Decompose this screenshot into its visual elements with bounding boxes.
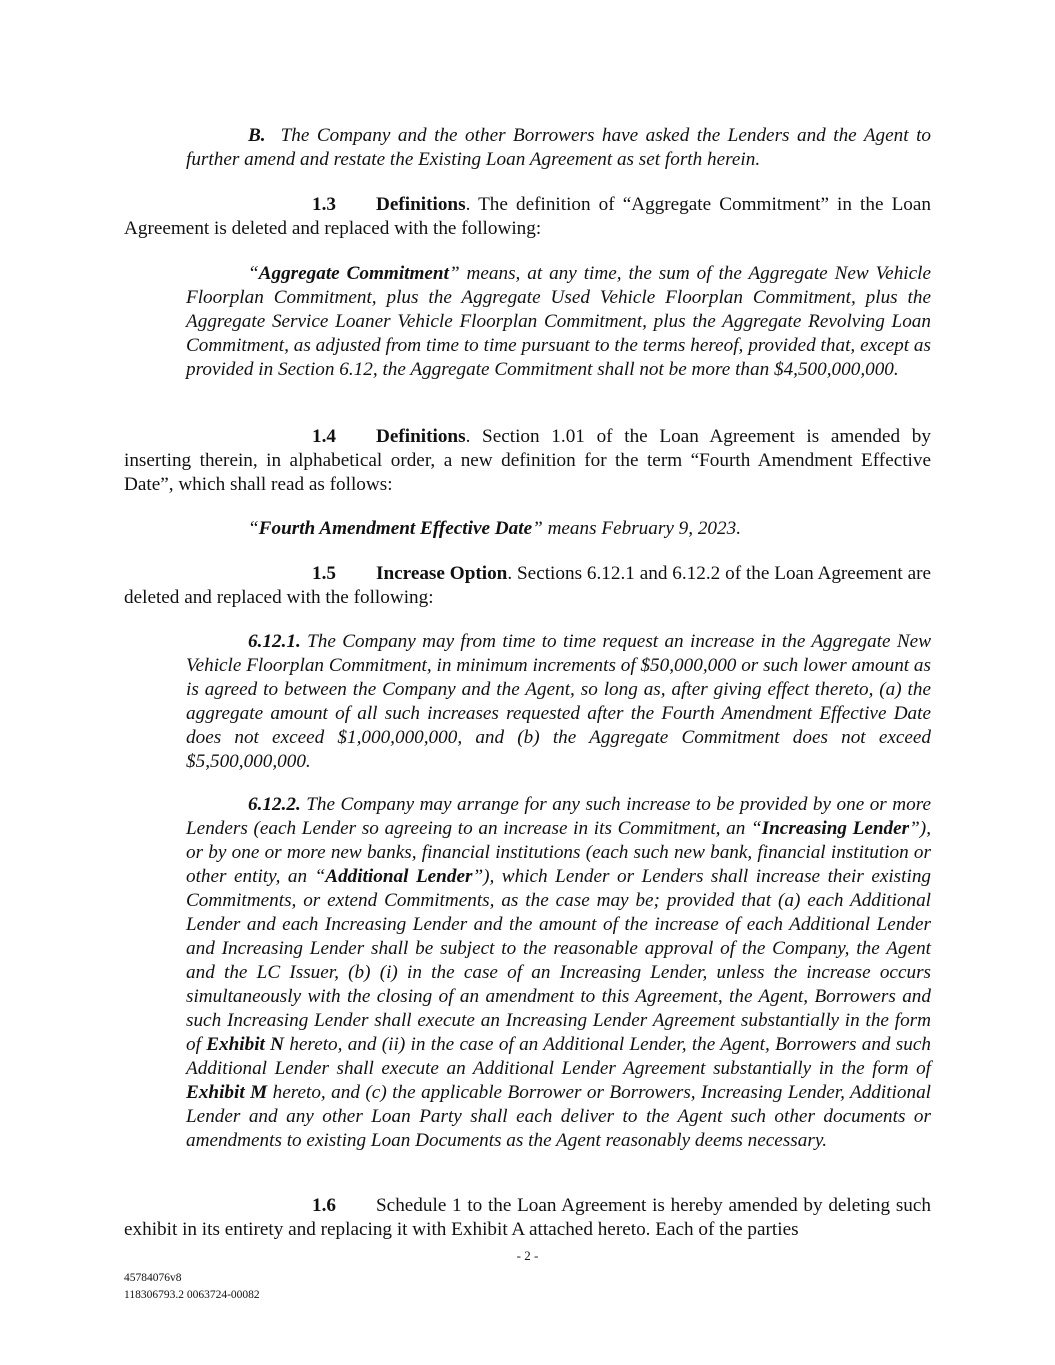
section-6-12-2-text-3: ”), which Lender or Lenders shall increase their existing Commitments, or extend Commitments, as the case may be; provided that (a) each Additional Lender and each Increasing Lender and the amount of the increase of each Additional Lender and Increasing Lender shall be subject to the reasonable approval of the Company, the Agent and the LC Issuer, (b) (i) in the case of an Increasing Lender, unless the increase occurs simultaneously with the closing of an amendment to this Agreement, the Agent, Borrowers and such Increasing Lender shall execute an Increasing Lender Agreement substantially in the form of	[186, 866, 932, 1055]
section-6-12-2-text-2: ”), or by one or more new banks, financial institutions (each such new bank, financial institution or other entity, an “	[186, 818, 931, 887]
defined-term-fourth-amendment-date: Fourth Amendment Effective Date	[258, 518, 533, 539]
open-quote: “	[248, 263, 259, 284]
document-id-primary: 45784076v8	[124, 1272, 182, 1284]
recital-b-text: The Company and the other Borrowers have asked the Lenders and the Agent to further amend and restate the Existing Loan Agreement as set forth herein.	[186, 125, 931, 170]
section-6-12-1	[186, 630, 931, 774]
exhibit-n-reference: Exhibit N	[206, 1034, 285, 1055]
recital-b	[186, 124, 931, 172]
section-1-6-number: 1.6	[312, 1195, 336, 1216]
section-1-3-heading: Definitions	[376, 194, 466, 215]
defined-term-additional-lender: Additional Lender	[325, 866, 473, 887]
page-number: - 2 -	[516, 1248, 539, 1263]
section-6-12-2	[186, 793, 931, 1153]
section-6-12-2-text-1: The Company may arrange for any such increase to be provided by one or more Lenders (each Lender so agreeing to an increase in its Commitment, an “	[186, 794, 931, 839]
open-quote: “	[248, 518, 259, 539]
section-6-12-2-text-5: hereto, and (c) the applicable Borrower or Borrowers, Increasing Lender, Additional Lender and any other Loan Party shall each deliver to the Agent such other documents or amendments to existing Loan Documents as the Agent reasonably deems necessary.	[186, 1082, 931, 1151]
definition-fourth-text: means February 9, 2023.	[542, 518, 742, 539]
section-1-3-text: . The definition of “Aggregate Commitment” in the Loan Agreement is deleted and replaced with the following:	[124, 194, 931, 239]
section-1-5	[124, 562, 931, 610]
section-1-4	[124, 425, 931, 497]
section-1-4-number: 1.4	[312, 426, 336, 447]
close-quote: ”	[532, 518, 543, 539]
defined-term-increasing-lender: Increasing Lender	[761, 818, 910, 839]
section-1-6	[124, 1194, 931, 1242]
section-1-5-number: 1.5	[312, 563, 336, 584]
section-1-4-heading: Definitions	[376, 426, 466, 447]
section-1-3	[124, 193, 931, 241]
exhibit-m-reference: Exhibit M	[186, 1082, 268, 1103]
section-1-5-heading: Increase Option	[376, 563, 508, 584]
section-1-6-text: Schedule 1 to the Loan Agreement is hereby amended by deleting such exhibit in its entirety and replacing it with Exhibit A attached hereto. Each of the parties	[124, 1195, 931, 1240]
definition-aggregate-commitment	[186, 262, 931, 382]
section-1-5-text: . Sections 6.12.1 and 6.12.2 of the Loan Agreement are deleted and replaced with the following:	[124, 563, 931, 608]
definition-aggregate-text: means, at any time, the sum of the Aggregate New Vehicle Floorplan Commitment, plus the Aggregate Used Vehicle Floorplan Commitment, plus the Aggregate Service Loaner Vehicle Floorplan Commitment, plus the Aggregate Revolving Loan Commitment, as adjusted from time to time pursuant to the terms hereof, provided that, except as provided in Section 6.12, the Aggregate Commitment shall not be more than $4,500,000,000.	[186, 263, 931, 380]
section-6-12-2-text-4: hereto, and (ii) in the case of an Additional Lender, the Agent, Borrowers and such Additional Lender shall execute an Additional Lender Agreement substantially in the form of	[186, 1034, 931, 1079]
section-1-4-text: . Section 1.01 of the Loan Agreement is amended by inserting therein, in alphabetical order, a new definition for the term “Fourth Amendment Effective Date”, which shall read as follows:	[124, 426, 931, 495]
close-quote: ”	[448, 263, 460, 284]
recital-b-letter: B.	[248, 125, 266, 146]
section-1-3-number: 1.3	[312, 194, 336, 215]
document-id-secondary: 118306793.2 0063724-00082	[124, 1289, 260, 1301]
section-6-12-1-text: The Company may from time to time request an increase in the Aggregate New Vehicle Floorplan Commitment, in minimum increments of $50,000,000 or such lower amount as is agreed to between the Company and the Agent, so long as, after giving effect thereto, (a) the aggregate amount of all such increases requested after the Fourth Amendment Effective Date does not exceed $1,000,000,000, and (b) the Aggregate Commitment does not exceed $5,500,000,000.	[186, 631, 931, 772]
definition-fourth-amendment-date	[186, 517, 931, 541]
section-6-12-2-number: 6.12.2.	[248, 794, 301, 815]
defined-term-aggregate-commitment: Aggregate Commitment	[258, 263, 449, 284]
section-6-12-1-number: 6.12.1.	[248, 631, 301, 652]
